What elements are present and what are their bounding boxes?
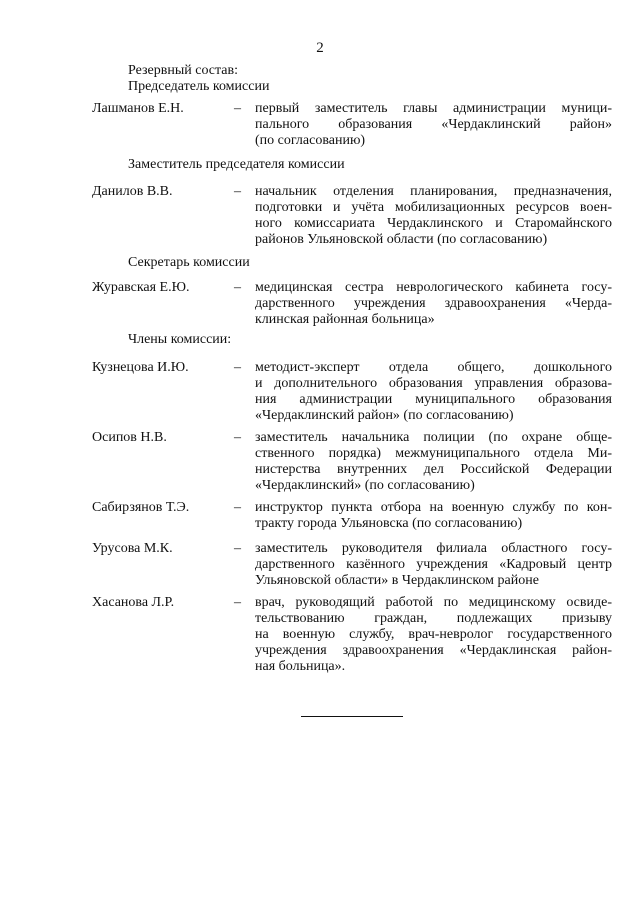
person-name: Данилов В.В. <box>92 184 173 199</box>
person-name: Журавская Е.Ю. <box>92 280 190 295</box>
position-line: инструктор пункта отбора на военную службу по кон- <box>255 500 612 515</box>
position-line: ния администрации муниципального образования <box>255 392 612 407</box>
position-line: тельствованию граждан, подлежащих призыву <box>255 611 612 626</box>
position-line: методист-эксперт отдела общего, дошкольного <box>255 360 612 375</box>
position-line: дарственного казённого учреждения «Кадровый центр <box>255 557 612 572</box>
position-line: Ульяновской области» в Чердаклинском районе <box>255 573 539 588</box>
position-line: тракту города Ульяновска (по согласованию) <box>255 516 523 531</box>
position-line: клинская районная больница» <box>255 312 435 327</box>
position-line: ственного порядка) межмуниципального отдела Ми- <box>255 446 612 461</box>
dash: – <box>234 500 241 515</box>
dash: – <box>234 280 241 295</box>
position-line: (по согласованию) <box>255 133 366 148</box>
position-line: заместитель руководителя филиала областного госу- <box>255 541 612 556</box>
position-line: ного комиссариата Чердаклинского и Старомайнского <box>255 216 612 231</box>
position-line: подготовки и учёта мобилизационных ресурсов воен- <box>255 200 612 215</box>
person-position <box>255 184 612 248</box>
position-line: дарственного учреждения здравоохранения «Черда- <box>255 296 612 311</box>
position-line: пального образования «Чердаклинский район» <box>255 117 612 132</box>
position-line: «Чердаклинский» (по согласованию) <box>255 478 475 493</box>
dash: – <box>234 541 241 556</box>
person-position <box>255 595 612 675</box>
dash: – <box>234 595 241 610</box>
person-position <box>255 500 612 532</box>
person-name: Хасанова Л.Р. <box>92 595 175 610</box>
person-position <box>255 541 612 589</box>
position-line: районов Ульяновской области (по согласованию) <box>255 232 548 247</box>
position-line: на военную службу, врач-невролог государственного <box>255 627 612 642</box>
dash: – <box>234 184 241 199</box>
dash: – <box>234 430 241 445</box>
person-position <box>255 280 612 328</box>
person-name: Урусова М.К. <box>92 541 173 556</box>
position-line: ная больница». <box>255 659 346 674</box>
position-line: и дополнительного образования управления образова- <box>255 376 612 391</box>
position-line: заместитель начальника полиции (по охране обще- <box>255 430 612 445</box>
chairman-heading: Председатель комиссии <box>128 79 270 94</box>
closing-separator-line <box>301 716 403 717</box>
position-line: учреждения здравоохранения «Чердаклинская район- <box>255 643 612 658</box>
position-line: медицинская сестра неврологического кабинета госу- <box>255 280 612 295</box>
dash: – <box>234 360 241 375</box>
person-position <box>255 101 612 149</box>
page-number: 2 <box>316 40 324 56</box>
dash: – <box>234 101 241 116</box>
person-name: Сабирзянов Т.Э. <box>92 500 190 515</box>
position-line: начальник отделения планирования, предназначения, <box>255 184 612 199</box>
secretary-heading: Секретарь комиссии <box>128 255 250 270</box>
person-name: Лашманов Е.Н. <box>92 101 184 116</box>
position-line: первый заместитель главы администрации муници- <box>255 101 612 116</box>
person-name: Кузнецова И.Ю. <box>92 360 189 375</box>
members-heading: Члены комиссии: <box>128 332 232 347</box>
position-line: «Чердаклинский район» (по согласованию) <box>255 408 514 423</box>
person-position <box>255 360 612 424</box>
person-name: Осипов Н.В. <box>92 430 167 445</box>
person-position <box>255 430 612 494</box>
position-line: нистерства внутренних дел Российской Федерации <box>255 462 612 477</box>
position-line: врач, руководящий работой по медицинскому освиде- <box>255 595 612 610</box>
deputy-heading: Заместитель председателя комиссии <box>128 157 345 172</box>
reserve-heading: Резервный состав: <box>128 63 239 78</box>
